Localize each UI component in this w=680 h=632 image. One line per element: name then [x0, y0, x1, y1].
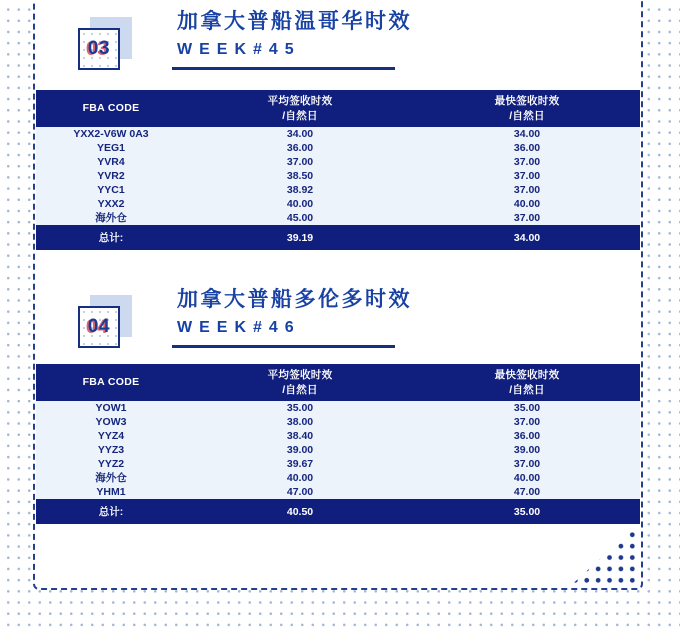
table-row: YXX2-V6W 0A3 34.00 34.00: [36, 127, 640, 141]
vancouver-timeliness-table: [36, 90, 640, 250]
table-header-row: [36, 364, 640, 401]
table-row: YYZ4 38.40 36.00: [36, 429, 640, 443]
table-row: YHM1 47.00 47.00: [36, 485, 640, 500]
section-title-toronto: [177, 288, 412, 348]
table-row: YYZ3 39.00 39.00: [36, 443, 640, 457]
section-title-vancouver: [177, 10, 412, 70]
header-fba-code: FBA CODE: [36, 90, 186, 127]
week-label: WEEK#45: [177, 41, 301, 59]
table-row: YEG1 36.00 36.00: [36, 141, 640, 155]
section-badge-04: [78, 295, 174, 367]
table-row: YOW3 38.00 37.00: [36, 415, 640, 429]
table-row: YVR4 37.00 37.00: [36, 155, 640, 169]
badge-number-04: 04: [78, 306, 120, 348]
table-total-row: [36, 500, 640, 525]
page-frame: [33, 0, 643, 590]
total-fastest: 34.00: [414, 226, 640, 251]
table-total-row: [36, 226, 640, 251]
table-row: YYC1 38.92 37.00: [36, 183, 640, 197]
header-average-days: 平均签收时效 /自然日: [186, 364, 414, 401]
dotted-triangle-decoration: [574, 528, 638, 586]
header-fba-code: FBA CODE: [36, 364, 186, 401]
week-label: WEEK#46: [177, 319, 301, 337]
table-row: 海外仓 45.00 37.00: [36, 211, 640, 226]
badge-number-03: 03: [78, 28, 120, 70]
total-fastest: 35.00: [414, 500, 640, 525]
header-average-days: 平均签收时效 /自然日: [186, 90, 414, 127]
total-average: 39.19: [186, 226, 414, 251]
section-title-text: 加拿大普船温哥华时效: [177, 10, 412, 33]
header-fastest-days: 最快签收时效 /自然日: [414, 364, 640, 401]
title-underline: [172, 345, 395, 348]
section-title-text: 加拿大普船多伦多时效: [177, 288, 412, 311]
title-underline: [172, 67, 395, 70]
total-label: 总计:: [36, 500, 186, 525]
table-row: 海外仓 40.00 40.00: [36, 471, 640, 485]
table-row: YYZ2 39.67 37.00: [36, 457, 640, 471]
toronto-timeliness-table: [36, 364, 640, 524]
section-badge-03: [78, 17, 174, 89]
table-header-row: [36, 90, 640, 127]
table-row: YXX2 40.00 40.00: [36, 197, 640, 211]
total-average: 40.50: [186, 500, 414, 525]
table-row: YVR2 38.50 37.00: [36, 169, 640, 183]
total-label: 总计:: [36, 226, 186, 251]
table-row: YOW1 35.00 35.00: [36, 401, 640, 415]
header-fastest-days: 最快签收时效 /自然日: [414, 90, 640, 127]
